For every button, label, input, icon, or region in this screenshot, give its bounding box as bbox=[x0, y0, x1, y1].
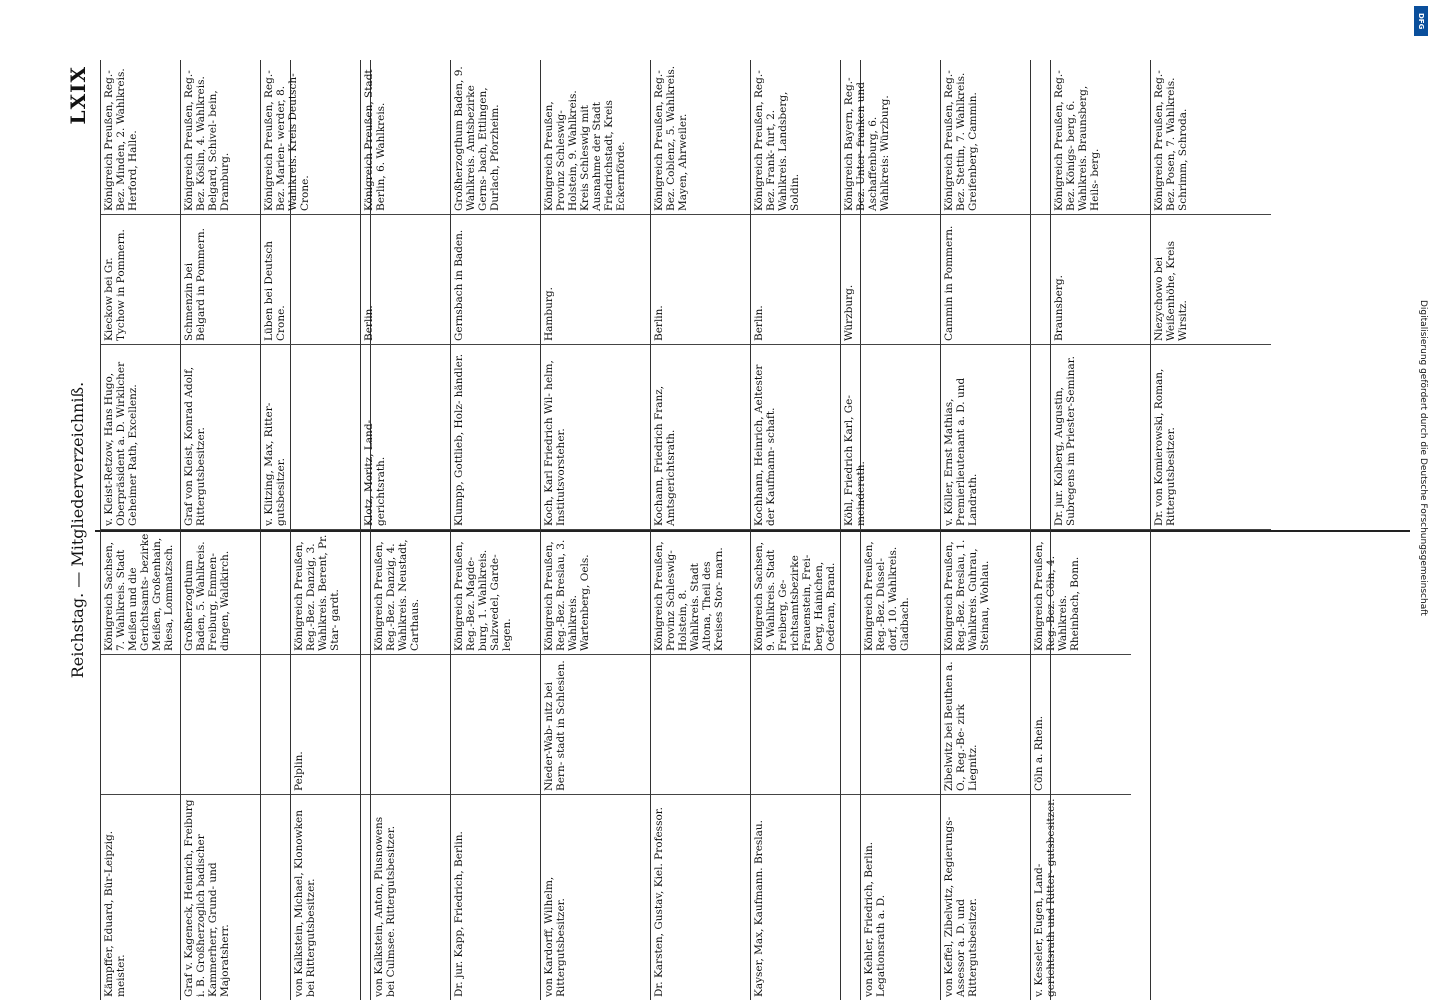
member-district: Königreich Preußen, Provinz Schleswig- Holstein, 9. Wahlkreis. Kreis Schleswig mit Ausnahme der Stadt Friedrichstadt, Kreis Eckernförde. bbox=[541, 60, 651, 215]
right-member-row bbox=[840, 60, 941, 1000]
member-district: Königreich Preußen, Reg.-Bez. Danzig, 3. Wahlkreis. Berent, Pr. Star- gardt. bbox=[291, 530, 371, 655]
member-district: Königreich Preußen, Reg.-Bez. Breslau, 1. Wahlkreis. Guhrau, Steinau, Wohlau. bbox=[941, 530, 1031, 655]
member-residence: Niezychowo bei Weißenhöhe, Kreis Wirsitz. bbox=[1151, 215, 1271, 345]
member-district: Königreich Preußen, Reg.-Bez. Magde- burg, 1. Wahlkreis. Salzwedel, Garde- legen. bbox=[451, 530, 541, 655]
member-name: von Keffel, Zibelwitz, Regierungs-Assessor a. D. und Rittergutsbesitzer. bbox=[943, 816, 979, 997]
right-member-row bbox=[260, 60, 361, 1000]
member-district: Königreich Bayern, Reg.-Bez. Unter- franken und Aschaffenburg, 6. Wahlkreis: Würzburg. bbox=[841, 60, 941, 215]
member-name: v. Köller, Ernst Mathias, Premierlieutenant a. D. und Landrath. bbox=[941, 345, 1051, 530]
member-residence: Schmenzin bei Belgard in Pommern. bbox=[181, 215, 261, 345]
member-district: Königreich Preußen, Reg.-Bez. Marien- werder, 8. Wahlkreis. Kreis Deutsch- Crone. bbox=[261, 60, 361, 215]
member-district: Königreich Preußen, Reg.-Bez. Frank- furt, 2. Wahlkreis. Landsberg, Soldin. bbox=[751, 60, 841, 215]
member-residence: Hamburg. bbox=[541, 215, 651, 345]
member-district: Königreich Preußen, Reg.-Bez. Breslau, 3. Wahlkreis. Wartenberg, Oels. bbox=[541, 530, 651, 655]
member-residence: Gernsbach in Baden. bbox=[451, 215, 541, 345]
member-name: Koch, Karl Friedrich Wil- helm, Institutsvorsteher. bbox=[541, 345, 651, 530]
member-residence: Würzburg. bbox=[841, 215, 941, 345]
member-district: Königreich Preußen, Reg.-Bez. Köslin, 4. Wahlkreis. Belgard, Schivel- bein, Dramburg. bbox=[181, 60, 261, 215]
member-district: Großherzogthum Baden, 5. Wahlkreis. Freiburg, Emmen- dingen, Waldkirch. bbox=[181, 530, 291, 655]
right-member-row bbox=[450, 60, 541, 1000]
member-district: Königreich Preußen, Reg.-Bez. Cöln, 4. Wahlkreis. Rheinbach, Bonn. bbox=[1031, 530, 1131, 655]
member-district: Königreich Preußen, Reg.-Bez. Stettin, 7. Wahlkreis. Greifenberg, Cammin. bbox=[941, 60, 1051, 215]
member-residence: Berlin. bbox=[361, 215, 451, 345]
member-name: Kämpffer, Eduard, Bür-Leipzig. meister. bbox=[103, 827, 127, 997]
member-name: von Kalkstein, Anton, Plusnowens bei Culmsee. Rittergutsbesitzer. bbox=[373, 813, 397, 997]
right-member-row bbox=[940, 60, 1051, 1000]
member-name: Dr. von Komierowski, Roman, Rittergutsbesitzer. bbox=[1151, 345, 1271, 530]
member-residence: Lüben bei Deutsch Crone. bbox=[261, 215, 361, 345]
member-name: Graf v. Kageneck, Heinrich, Freiburg i. B. Großherzoglich badischer Kammerherr, Grund- und Majoratsherr. bbox=[183, 796, 231, 997]
member-name: v. Kesseler, Eugen, Land- gerichtsrath und Ritter- gutsbesitzer. bbox=[1033, 798, 1057, 997]
member-residence: Kieckow bei Gr. Tychow in Pommern. bbox=[101, 215, 181, 345]
member-name: Kochhann, Heinrich, Aeltester der Kaufmann- schaft. bbox=[751, 345, 841, 530]
right-member-row bbox=[540, 60, 651, 1000]
right-member-row bbox=[180, 60, 261, 1000]
member-district: Großherzogthum Baden, 9. Wahlkreis. Amtsbezirke Gerns- bach, Ettlingen, Durlach, Pforzheim. bbox=[451, 60, 541, 215]
member-name: Dr. Karsten, Gustav, Kiel. Professor. bbox=[653, 807, 665, 997]
member-name: Köhl, Friedrich Karl, Ge- meinderath. bbox=[841, 345, 941, 530]
member-name: v. Kleist-Retzow, Hans Hugo, Oberpräsident a. D. Wirklicher Geheimer Rath, Excellenz. bbox=[101, 345, 181, 530]
right-member-row bbox=[1150, 60, 1271, 1000]
right-member-row bbox=[750, 60, 841, 1000]
member-name: Graf von Kleist, Konrad Adolf, Rittergutsbesitzer. bbox=[181, 345, 261, 530]
member-residence: Berlin. bbox=[651, 215, 751, 345]
member-district: Königreich Preußen, Reg.-Bez. Danzig, 4. Wahlkreis. Neustadt, Carthaus. bbox=[371, 530, 451, 655]
page-header bbox=[60, 60, 100, 1000]
member-district: Königreich Preußen, Reg.-Bez. Posen, 7. Wahlkreis. Schrimm, Schroda. bbox=[1151, 60, 1271, 215]
right-member-row bbox=[1050, 60, 1151, 1000]
member-name: von Kardorff, Wilhelm, Rittergutsbesitzer. bbox=[543, 873, 567, 997]
member-name: v. Klitzing, Max, Ritter- gutsbesitzer. bbox=[261, 345, 361, 530]
member-residence: Pelplin. bbox=[291, 655, 371, 795]
member-district: Königreich Sachsen, 7. Wahlkreis. Stadt Meißen und die Gerichtsamts- bezirke Meißen, Großenhain, Riesa, Lommatzsch. bbox=[101, 530, 181, 655]
dfg-logo: DFG bbox=[1414, 6, 1428, 36]
member-name: Dr. jur. Kapp, Friedrich, Berlin. bbox=[453, 831, 465, 997]
right-member-row bbox=[360, 60, 451, 1000]
page-number: LXIX bbox=[66, 66, 90, 125]
member-name: Kayser, Max, Kaufmann. Breslau. bbox=[753, 819, 765, 997]
member-name: Klumpp, Gottlieb, Holz- händler. bbox=[451, 345, 541, 530]
member-district: Königreich Preußen, Provinz Schleswig- Holstein, 8. Wahlkreis. Stadt Altona, Theil des Kreises Stor- marn. bbox=[651, 530, 751, 655]
member-residence: Nieder-Wab- nitz bei Bern- stadt in Schlesien. bbox=[541, 655, 651, 795]
member-district: Königreich Preußen, Reg.-Bez. Düssel- dorf, 10. Wahlkreis. Gladbach. bbox=[861, 530, 941, 655]
rotated-table bbox=[60, 60, 1410, 1000]
header-title: Reichstag. — Mitgliederverzeichniß. bbox=[68, 381, 87, 679]
right-member-row bbox=[100, 60, 181, 1000]
member-name: von Kehler, Friedrich, Berlin. Legationsrath a. D. bbox=[863, 838, 887, 997]
member-residence: Cammin in Pommern. bbox=[941, 215, 1051, 345]
member-name: von Kalkstein, Michael, Klonowken bei Rittergutsbesitzer. bbox=[293, 806, 317, 997]
member-district: Königreich Preußen, Reg.-Bez. Königs- berg, 6. Wahlkreis. Braunsberg, Heils- berg. bbox=[1051, 60, 1151, 215]
member-district: Königreich Sachsen, 9. Wahlkreis. Stadt Freiberg, Ge- richtsamtsbezirke Frauenstein, Frei- berg, Hainichen, Oederan, Brand. bbox=[751, 530, 861, 655]
member-name: Klotz, Moritz, Land- gerichtsrath. bbox=[361, 345, 451, 530]
funding-note bbox=[1408, 300, 1428, 920]
member-residence: Zibelwitz bei Beuthen a. O., Reg.-Be- zirk Liegnitz. bbox=[941, 655, 1031, 795]
member-district: Königreich Preußen, Reg.-Bez. Coblenz, 5. Wahlkreis. Mayen, Ahrweiler. bbox=[651, 60, 751, 215]
funding-note-text: Digitalisierung gefördert durch die Deutsche Forschungsgemeinschaft bbox=[1418, 300, 1428, 616]
member-name: Kochann, Friedrich Franz, Amtsgerichtsrath. bbox=[651, 345, 751, 530]
member-district: Königreich Preußen, Stadt Berlin, 6. Wahlkreis. bbox=[361, 60, 451, 215]
member-residence: Braunsberg. bbox=[1051, 215, 1151, 345]
member-residence: Cöln a. Rhein. bbox=[1031, 655, 1131, 795]
member-residence: Berlin. bbox=[751, 215, 841, 345]
member-name: Dr. jur. Kolberg, Augustin, Subregens im Priester-Seminar. bbox=[1051, 345, 1151, 530]
member-district: Königreich Preußen, Reg.-Bez. Minden, 2. Wahlkreis. Herford, Halle. bbox=[101, 60, 181, 215]
right-member-row bbox=[650, 60, 751, 1000]
